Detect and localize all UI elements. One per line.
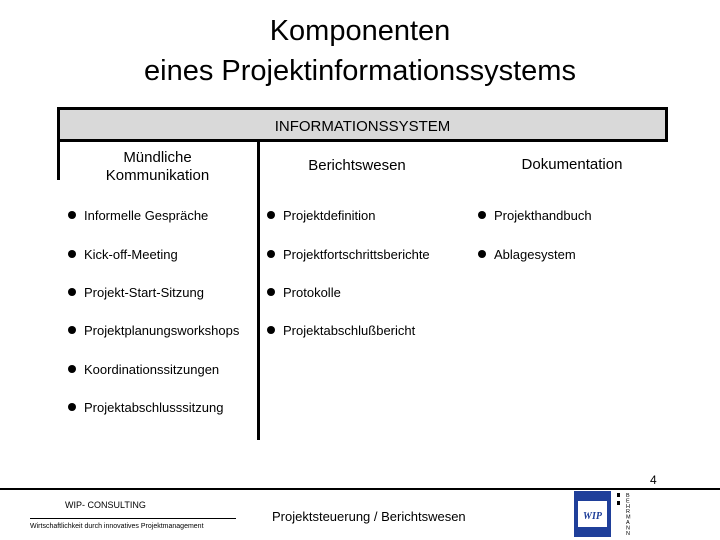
company-tagline: Wirtschaftlichkeit durch innovatives Projektmanagement bbox=[30, 523, 204, 530]
column-heading-communication bbox=[60, 149, 255, 185]
title-line-1: Komponenten bbox=[269, 15, 451, 47]
logo-letter: H bbox=[626, 503, 630, 510]
column-heading-communication-line1: Mündliche bbox=[123, 149, 192, 166]
list-item-label: Ablagesystem bbox=[494, 247, 576, 262]
list-item-label: Projekt-Start-Sitzung bbox=[84, 285, 204, 300]
logo-letter: M bbox=[626, 514, 631, 521]
logo-vertical-text bbox=[626, 493, 631, 537]
list-item-label: Projektdefinition bbox=[283, 208, 376, 223]
bullet-icon bbox=[68, 365, 76, 373]
column-heading-reporting: Berichtswesen bbox=[308, 157, 406, 174]
list-item-label: Projektabschlußbericht bbox=[283, 323, 416, 338]
logo-letter: N bbox=[626, 525, 630, 532]
list-item bbox=[68, 400, 223, 416]
logo-text: WIP bbox=[583, 511, 602, 522]
list-item bbox=[68, 285, 204, 301]
company-name: WIP- CONSULTING bbox=[65, 500, 146, 510]
logo-square-icon bbox=[617, 493, 620, 497]
bullet-icon bbox=[68, 250, 76, 258]
slide-topic: Projektsteuerung / Berichtswesen bbox=[272, 509, 466, 524]
list-item bbox=[478, 247, 576, 263]
page-number: 4 bbox=[650, 473, 657, 487]
logo-letter: A bbox=[626, 520, 630, 526]
bullet-icon bbox=[68, 326, 76, 334]
list-item-label: Koordinationssitzungen bbox=[84, 362, 220, 377]
list-item-label: Projektplanungsworkshops bbox=[84, 323, 240, 338]
list-item bbox=[478, 208, 592, 224]
company-underline bbox=[30, 518, 236, 519]
list-item bbox=[267, 285, 341, 301]
list-item bbox=[267, 323, 415, 339]
logo-letter: N bbox=[626, 530, 630, 537]
bullet-icon bbox=[267, 326, 275, 334]
logo-square-icon bbox=[617, 501, 620, 505]
column-heading-communication-line2: Kommunikation bbox=[105, 167, 210, 184]
list-item bbox=[68, 247, 178, 263]
list-item-label: Projekthandbuch bbox=[494, 208, 592, 223]
bullet-icon bbox=[267, 288, 275, 296]
column-heading-documentation: Dokumentation bbox=[521, 156, 623, 173]
list-item bbox=[68, 208, 208, 224]
logo-letter: E bbox=[626, 498, 630, 505]
list-item-label: Projektfortschrittsberichte bbox=[283, 247, 430, 262]
list-item-label: Projektabschlusssitzung bbox=[84, 400, 224, 415]
bullet-icon bbox=[68, 288, 76, 296]
information-system-banner bbox=[57, 107, 668, 142]
list-item-label: Informelle Gespräche bbox=[84, 208, 209, 223]
middle-column-divider bbox=[257, 142, 260, 440]
logo-letter: R bbox=[626, 509, 630, 516]
banner-label: INFORMATIONSSYSTEM bbox=[274, 118, 451, 135]
title-line-2: eines Projektinformationssystems bbox=[144, 55, 576, 87]
list-item bbox=[68, 323, 239, 339]
list-item bbox=[68, 362, 219, 378]
bullet-icon bbox=[267, 211, 275, 219]
bullet-icon bbox=[478, 211, 486, 219]
bullet-icon bbox=[68, 403, 76, 411]
bullet-icon bbox=[267, 250, 275, 258]
list-item-label: Kick-off-Meeting bbox=[84, 247, 178, 262]
wip-logo-icon bbox=[574, 489, 639, 539]
list-item bbox=[267, 208, 376, 224]
bullet-icon bbox=[68, 211, 76, 219]
list-item bbox=[267, 247, 430, 263]
bullet-icon bbox=[478, 250, 486, 258]
list-item-label: Protokolle bbox=[283, 285, 341, 300]
logo-letter: B bbox=[626, 493, 630, 499]
